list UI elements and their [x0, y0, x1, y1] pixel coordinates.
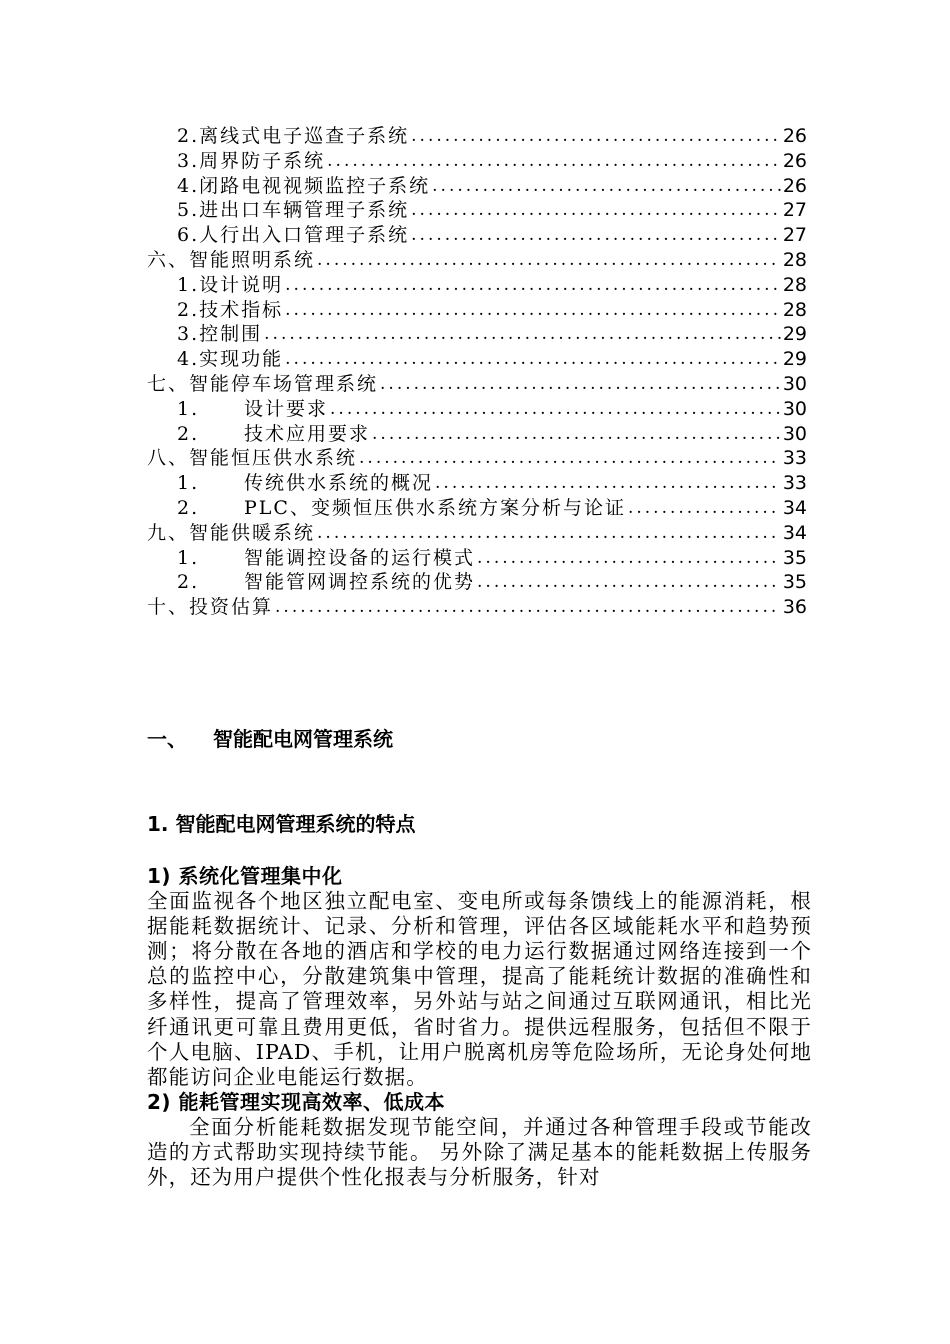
toc-leader-dots [432, 174, 781, 199]
toc-entry-number: 1. [177, 546, 200, 569]
toc-entry[interactable] [147, 372, 807, 397]
toc-entry-number: 4. [177, 348, 200, 371]
toc-entry-number: 3. [177, 323, 200, 346]
section-heading [147, 723, 393, 752]
toc-entry-number: 2. [177, 496, 200, 519]
toc-entry-label [177, 198, 409, 223]
subsection-heading: 1. 智能配电网管理系统的特点 [147, 812, 416, 836]
toc-entry-title: 设计说明 [199, 273, 284, 296]
toc-entry[interactable] [147, 595, 807, 620]
toc-entry-page: 35 [782, 546, 807, 569]
point-2-body: 全面分析能耗数据发现节能空间，并通过各种管理手段或节能改造的方式帮助实现持续节能。 另外除了满足基本的能耗数据上传服务外，还为用户提供个性化报表与分析服务，针对 [147, 1114, 812, 1190]
toc-entry-title: 人行出入口管理子系统 [199, 224, 410, 247]
toc-entry-title: 技术指标 [199, 298, 284, 321]
toc-entry[interactable] [147, 124, 807, 149]
toc-entry[interactable] [147, 273, 807, 298]
toc-entry-title: 设计要求 [244, 397, 329, 420]
toc-entry-title: 离线式电子巡查子系统 [199, 125, 410, 147]
toc-entry-page: 27 [782, 224, 807, 247]
toc-entry-title: 周界防子系统 [199, 149, 326, 172]
toc-entry-page: 26 [782, 125, 807, 147]
toc-entry-label [177, 496, 626, 521]
toc-entry-number: 1. [177, 397, 200, 420]
toc-leader-dots [477, 546, 781, 571]
toc-entry-title: 投资估算 [189, 596, 274, 619]
toc-entry-label [177, 124, 409, 149]
toc-entry-label [177, 347, 283, 372]
toc-leader-dots [285, 347, 781, 372]
toc-entry-page: 34 [782, 496, 807, 519]
toc-entry[interactable] [147, 322, 807, 347]
toc-leader-dots [285, 273, 781, 298]
toc-entry-title: 进出口车辆管理子系统 [199, 199, 410, 222]
toc-entry-number: 2. [177, 125, 200, 147]
toc-entry[interactable] [147, 248, 807, 273]
toc-entry-title: 智能照明系统 [189, 248, 316, 271]
toc-leader-dots [275, 595, 781, 620]
toc-entry[interactable] [147, 422, 807, 447]
toc-entry-page: 27 [782, 199, 807, 222]
toc-leader-dots [380, 372, 781, 397]
toc-entry-label [177, 322, 262, 347]
toc-entry-number: 2. [177, 298, 200, 321]
toc-leader-dots [628, 496, 781, 521]
toc-entry-page: 29 [782, 348, 807, 371]
toc-entry-page: 26 [782, 174, 807, 197]
toc-leader-dots [411, 198, 781, 223]
toc-entry[interactable] [147, 298, 807, 323]
toc-entry-page: 26 [782, 149, 807, 172]
toc-entry-number: 八、 [147, 447, 190, 470]
toc-entry-page: 33 [782, 472, 807, 495]
toc-entry-title: 闭路电视视频监控子系统 [199, 174, 431, 197]
toc-entry-number: 5. [177, 199, 200, 222]
toc-entry-label [177, 546, 475, 571]
toc-leader-dots [477, 570, 781, 595]
toc-entry-number: 1. [177, 273, 200, 296]
toc-entry[interactable] [147, 521, 807, 546]
toc-entry-number: 2. [177, 422, 200, 445]
toc-leader-dots [264, 322, 781, 347]
toc-entry-label [177, 223, 409, 248]
toc-entry-title: 智能调控设备的运行模式 [244, 546, 476, 569]
toc-entry-number: 六、 [147, 248, 190, 271]
toc-entry-title: 智能恒压供水系统 [189, 447, 358, 470]
toc-entry-number: 七、 [147, 372, 190, 395]
toc-entry[interactable] [147, 446, 807, 471]
toc-entry-title: 智能供暖系统 [189, 521, 316, 544]
toc-leader-dots [359, 446, 781, 471]
toc-entry-label [177, 397, 328, 422]
toc-entry-label [177, 174, 430, 199]
toc-entry-page: 34 [782, 521, 807, 544]
toc-leader-dots [285, 298, 781, 323]
toc-entry-page: 33 [782, 447, 807, 470]
toc-entry-label [147, 446, 357, 471]
point-1-title: 1) 系统化管理集中化 [147, 864, 343, 888]
toc-leader-dots [435, 471, 781, 496]
toc-entry-label [177, 422, 370, 447]
toc-entry[interactable] [147, 471, 807, 496]
point-1 [147, 864, 812, 1190]
toc-entry[interactable] [147, 347, 807, 372]
toc-entry[interactable] [147, 546, 807, 571]
toc-leader-dots [327, 149, 781, 174]
toc-entry-page: 29 [782, 323, 807, 346]
toc-leader-dots [372, 422, 781, 447]
toc-entry-title: 传统供水系统的概况 [244, 472, 434, 495]
toc-entry-page: 30 [782, 422, 807, 445]
point-1-body: 全面监视各个地区独立配电室、变电所或每条馈线上的能源消耗，根据能耗数据统计、记录、分析和管理，评估各区域能耗水平和趋势预测；将分散在各地的酒店和学校的电力运行数据通过网络连接到一个总的监控中心，分散建筑集中管理，提高了能耗统计数据的准确性和多样性，提高了管理效率，另外站与站之间通过互联网通讯，相比光纤通讯更可靠且费用更低，省时省力。提供远程服务，包括但不限于个人电脑、IPAD、手机，让用户脱离机房等危险场所，无论身处何地都能访问企业电能运行数据。 [147, 889, 812, 1089]
toc-entry-number: 4. [177, 174, 200, 197]
toc-entry-page: 28 [782, 273, 807, 296]
toc-leader-dots [317, 248, 781, 273]
toc-leader-dots [411, 223, 781, 248]
toc-entry-title: 智能管网调控系统的优势 [244, 571, 476, 594]
toc-entry-label [147, 595, 273, 620]
toc-entry-number: 1. [177, 472, 200, 495]
toc-entry[interactable] [147, 174, 807, 199]
toc-entry-page: 30 [782, 372, 807, 395]
toc-entry[interactable] [147, 198, 807, 223]
toc-entry-page: 35 [782, 571, 807, 594]
toc-entry-number: 九、 [147, 521, 190, 544]
toc-entry-number: 6. [177, 224, 200, 247]
section-number: 一、 [147, 727, 187, 751]
toc-entry-label [177, 149, 325, 174]
toc-entry-number: 十、 [147, 596, 190, 619]
toc-entry-label [177, 471, 433, 496]
toc-leader-dots [411, 124, 781, 149]
toc-entry-number: 2. [177, 571, 200, 594]
toc-entry-title: PLC、变频恒压供水系统方案分析与论证 [244, 496, 626, 519]
toc-leader-dots [317, 521, 781, 546]
toc-entry-page: 28 [782, 298, 807, 321]
section-title: 智能配电网管理系统 [213, 727, 393, 751]
toc-entry[interactable] [147, 397, 807, 422]
point-2-title: 2) 能耗管理实现高效率、低成本 [147, 1089, 446, 1114]
toc-entry-label [177, 298, 283, 323]
toc-entry-title: 技术应用要求 [244, 422, 371, 445]
toc-leader-dots [330, 397, 781, 422]
toc-entry-label [147, 248, 315, 273]
toc-entry-label [147, 372, 378, 397]
toc-entry-page: 30 [782, 397, 807, 420]
toc-entry-label [147, 521, 315, 546]
toc-entry[interactable] [147, 223, 807, 248]
table-of-contents [147, 124, 807, 620]
toc-entry[interactable] [147, 496, 807, 521]
toc-entry-page: 28 [782, 248, 807, 271]
toc-entry-title: 智能停车场管理系统 [189, 372, 379, 395]
toc-entry-number: 3. [177, 149, 200, 172]
toc-entry[interactable] [147, 149, 807, 174]
toc-entry-label [177, 273, 283, 298]
toc-entry[interactable] [147, 570, 807, 595]
toc-entry-title: 实现功能 [199, 348, 284, 371]
toc-entry-label [177, 570, 475, 595]
toc-entry-page: 36 [782, 596, 807, 619]
toc-entry-title: 控制围 [199, 323, 263, 346]
